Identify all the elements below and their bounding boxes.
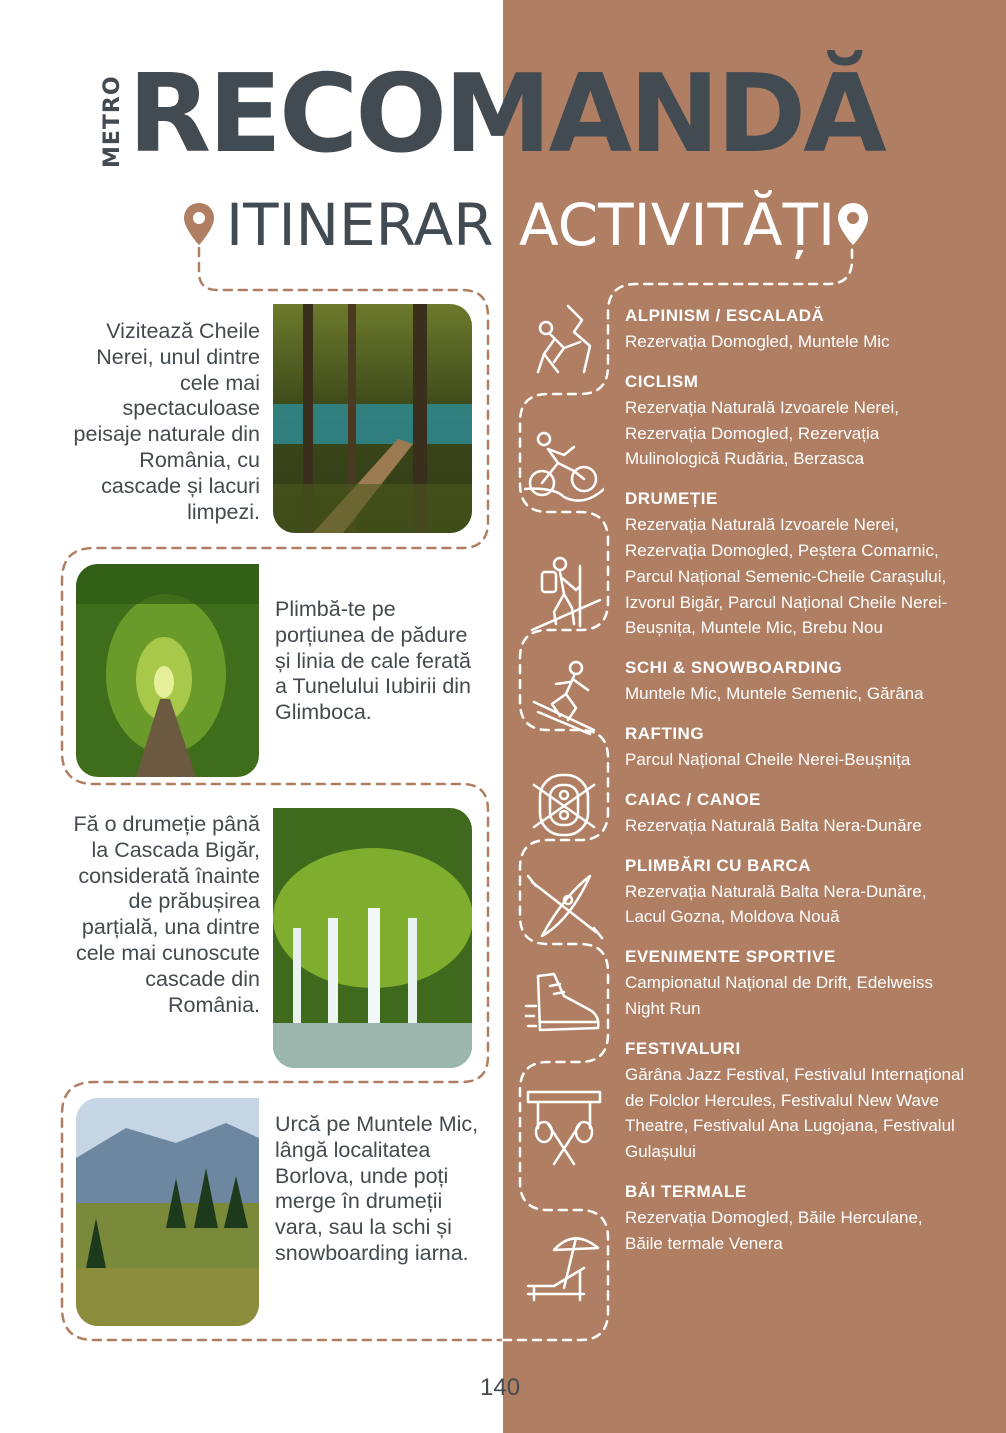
activity-title: SCHI & SNOWBOARDING — [625, 658, 843, 678]
climber-icon — [524, 302, 604, 382]
activity-title: ALPINISM / ESCALADĂ — [625, 306, 825, 325]
activity-item — [625, 1179, 965, 1257]
activity-item — [625, 944, 965, 1022]
activity-item — [625, 1036, 965, 1165]
activity-title: EVENIMENTE SPORTIVE — [625, 947, 836, 967]
itinerary-text-1: Vizitează Cheile Nerei, unul dintre cele mai spectaculoase peisaje naturale din România, cu cascade și lacuri limpezi. — [73, 319, 260, 524]
activity-places: Rezervația Naturală Izvoarele Nerei, Rezervația Domogled, Peștera Comarnic, Parcul Național Semenic-Cheile Carașului, Izvorul Bigăr, Parcul Național Cheile Nerei-Beușnița, Muntele Mic, Brebu Nou — [625, 515, 948, 638]
running-shoe-icon — [524, 966, 604, 1046]
activity-places: Rezervația Domogled, Muntele Mic — [625, 332, 890, 351]
activity-title: CICLISM — [625, 371, 699, 391]
photo-bigar-waterfall — [273, 808, 472, 1068]
activity-places: Parcul Național Cheile Nerei-Beușnița — [625, 749, 911, 769]
activity-places: Rezervația Naturală Izvoarele Nerei, Rezervația Domogled, Rezervația Mulinologică Rudăria, Berzasca — [625, 397, 900, 469]
page-title: RECOMANDĂ — [128, 52, 884, 177]
header — [0, 0, 1006, 300]
activity-item — [625, 303, 965, 355]
activity-item — [625, 369, 965, 472]
brand-label: METRO — [100, 75, 125, 168]
activity-item — [625, 787, 965, 839]
finish-line-icon — [524, 1088, 604, 1168]
map-pin-icon — [182, 201, 216, 247]
photo-muntele-mic — [76, 1098, 259, 1326]
photo-forest-lake — [273, 304, 472, 533]
activities-heading: ACTIVITĂȚI — [519, 191, 836, 259]
activity-places: Muntele Mic, Muntele Semenic, Gărâna — [625, 684, 924, 704]
skier-icon — [524, 660, 604, 740]
cyclist-icon — [524, 427, 604, 507]
activity-places: Gărâna Jazz Festival, Festivalul Internațional de Folclor Hercules, Festivalul New Wave Theatre, Festivalul Ana Lugojana, Festivalul Gulașului — [625, 1064, 965, 1162]
activity-places: Rezervația Domogled, Băile Herculane, Băile termale Venera — [625, 1207, 923, 1253]
beach-chair-umbrella-icon — [524, 1228, 604, 1308]
activity-title: CAIAC / CANOE — [625, 789, 761, 809]
itinerary-text-4: Urcă pe Muntele Mic, lângă localitatea Borlova, unde poți merge în drumeții vara, sau la schi și snowboarding iarna. — [275, 1112, 479, 1265]
activity-title: PLIMBĂRI CU BARCA — [625, 855, 812, 875]
activity-title: DRUMEȚIE — [625, 489, 718, 509]
activity-places: Campionatul Național de Drift, Edelweiss Night Run — [625, 973, 934, 1018]
activity-places: Rezervația Naturală Balta Nera-Dunăre, Lacul Gozna, Moldova Nouă — [625, 881, 927, 927]
map-pin-icon — [836, 201, 870, 247]
activity-title: RAFTING — [625, 723, 705, 743]
activities-list — [625, 303, 965, 1271]
itinerary-heading: ITINERAR — [226, 191, 494, 259]
raft-icon — [524, 765, 604, 845]
activity-title: BĂI TERMALE — [625, 1181, 747, 1201]
activity-places: Rezervația Naturală Balta Nera-Dunăre — [625, 815, 922, 835]
itinerary-text-2: Plimbă-te pe porțiunea de pădure și linia de cale ferată a Tunelului Iubirii din Glimboca. — [275, 597, 472, 725]
photo-tunnel-of-love — [76, 564, 259, 777]
page-number: 140 — [480, 1374, 521, 1401]
kayak-icon — [524, 866, 604, 946]
activity-item — [625, 655, 965, 707]
activity-title: FESTIVALURI — [625, 1038, 741, 1058]
itinerary-text-3: Fă o drumeție până la Cascada Bigăr, considerată înainte de prăbușirea parțială, una dintre cele mai cunoscute cascade din România. — [73, 812, 260, 1017]
activity-item — [625, 853, 965, 931]
activity-item — [625, 721, 965, 773]
hiker-icon — [524, 556, 604, 636]
activity-item — [625, 486, 965, 641]
